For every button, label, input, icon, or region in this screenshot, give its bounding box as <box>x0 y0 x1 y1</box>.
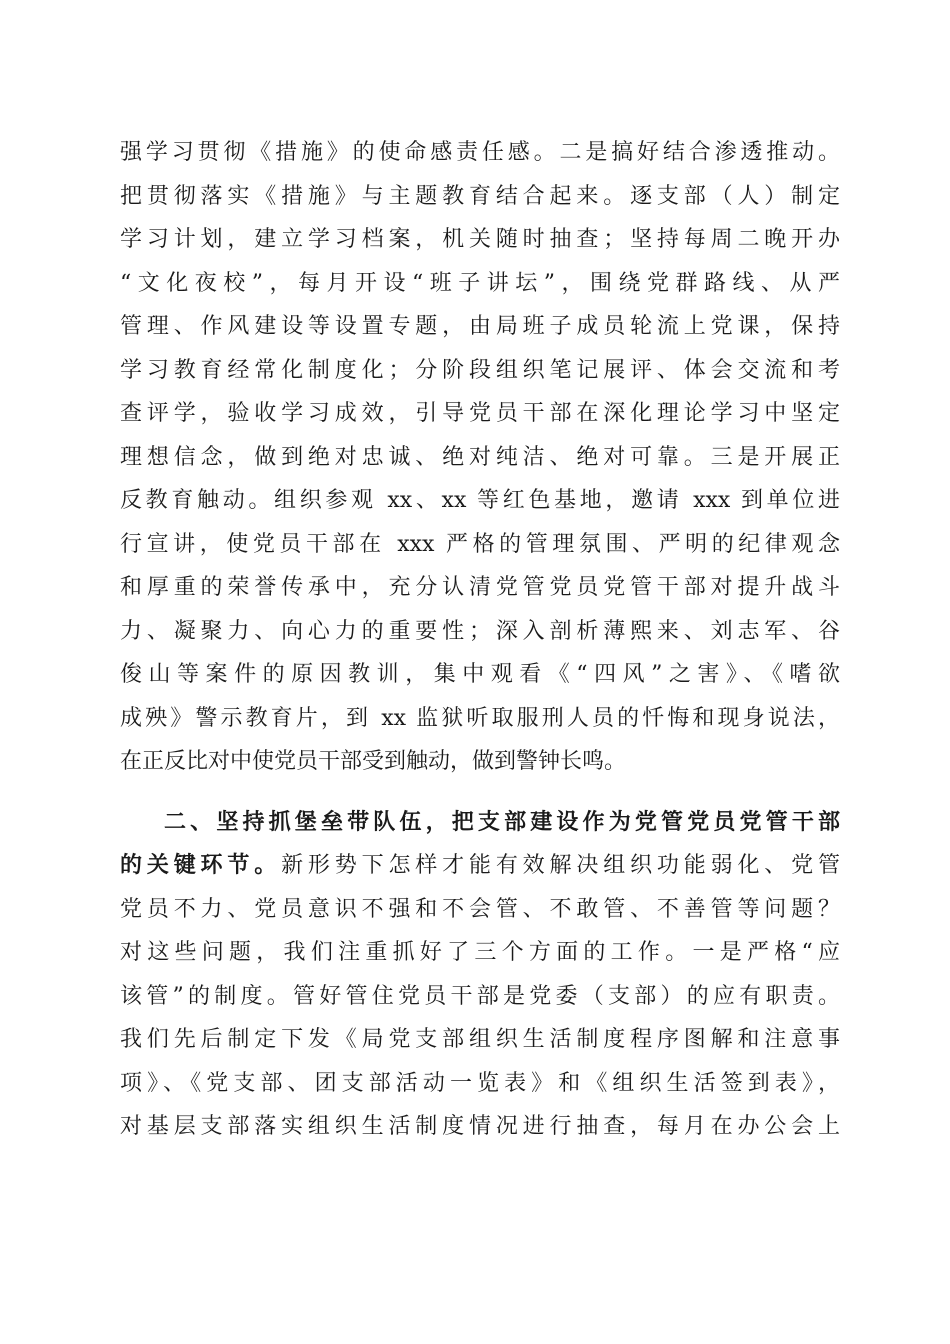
text-line: “文化夜校”，每月开设“班子讲坛”，围绕党群路线、从严 <box>120 270 840 296</box>
text-line: 俊山等案件的原因教训，集中观看《“四风”之害》、《嗜欲 <box>120 662 840 687</box>
text-line: 我们先后制定下发《局党支部组织生活制度程序图解和注意事 <box>120 1027 840 1052</box>
paragraph-2 <box>120 801 840 1149</box>
text-line: 和厚重的荣誉传承中，充分认清党管党员党管干部对提升战斗 <box>120 575 840 600</box>
text-line: 管理、作风建设等设置专题，由局班子成员轮流上党课，保持 <box>120 314 840 339</box>
paragraph-gap <box>120 784 840 801</box>
text-line: 学习计划，建立学习档案，机关随时抽查；坚持每周二晚开办 <box>120 227 840 252</box>
text-line: 对这些问题，我们注重抓好了三个方面的工作。一是严格“应 <box>120 940 840 965</box>
text-line: 在正反比对中使党员干部受到触动，做到警钟长鸣。 <box>120 749 627 774</box>
paragraph-1 <box>120 131 840 784</box>
text-line: 成殃》警示教育片，到 xx 监狱听取服刑人员的忏悔和现身说法， <box>120 705 840 731</box>
text-line: 把贯彻落实《措施》与主题教育结合起来。逐支部（人）制定 <box>120 183 840 209</box>
text-line-mixed <box>120 844 840 888</box>
section-heading: 二、坚持抓堡垒带队伍，把支部建设作为党管党员党管干部 <box>164 809 840 835</box>
text-line: 理想信念，做到绝对忠诚、绝对纯洁、绝对可靠。三是开展正 <box>120 444 840 470</box>
text-line: 查评学，验收学习成效，引导党员干部在深化理论学习中坚定 <box>120 401 840 426</box>
text-line: 力、凝聚力、向心力的重要性；深入剖析薄熙来、刘志军、谷 <box>120 618 840 644</box>
text-line: 强学习贯彻《措施》的使命感责任感。二是搞好结合渗透推动。 <box>120 140 840 165</box>
text-line: 学习教育经常化制度化；分阶段组织笔记展评、体会交流和考 <box>120 357 840 383</box>
text-line: 党员不力、党员意识不强和不会管、不敢管、不善管等问题？ <box>120 896 840 922</box>
text-line: 行宣讲，使党员干部在 xxx 严格的管理氛围、严明的纪律观念 <box>120 531 840 557</box>
text-line: 对基层支部落实组织生活制度情况进行抽查，每月在办公会上 <box>120 1114 840 1139</box>
text-fragment: 新形势下怎样才能有效解决组织功能弱化、党管 <box>281 853 840 878</box>
document-body <box>120 131 840 1149</box>
text-line: 项》、《党支部、团支部活动一览表》和《组织生活签到表》， <box>120 1070 840 1096</box>
section-heading-end: 的关键环节。 <box>120 853 282 878</box>
text-line: 反教育触动。组织参观 xx、xx 等红色基地，邀请 xxx 到单位进 <box>120 488 840 513</box>
text-line: 该管”的制度。管好管住党员干部是党委（支部）的应有职责。 <box>120 983 840 1009</box>
